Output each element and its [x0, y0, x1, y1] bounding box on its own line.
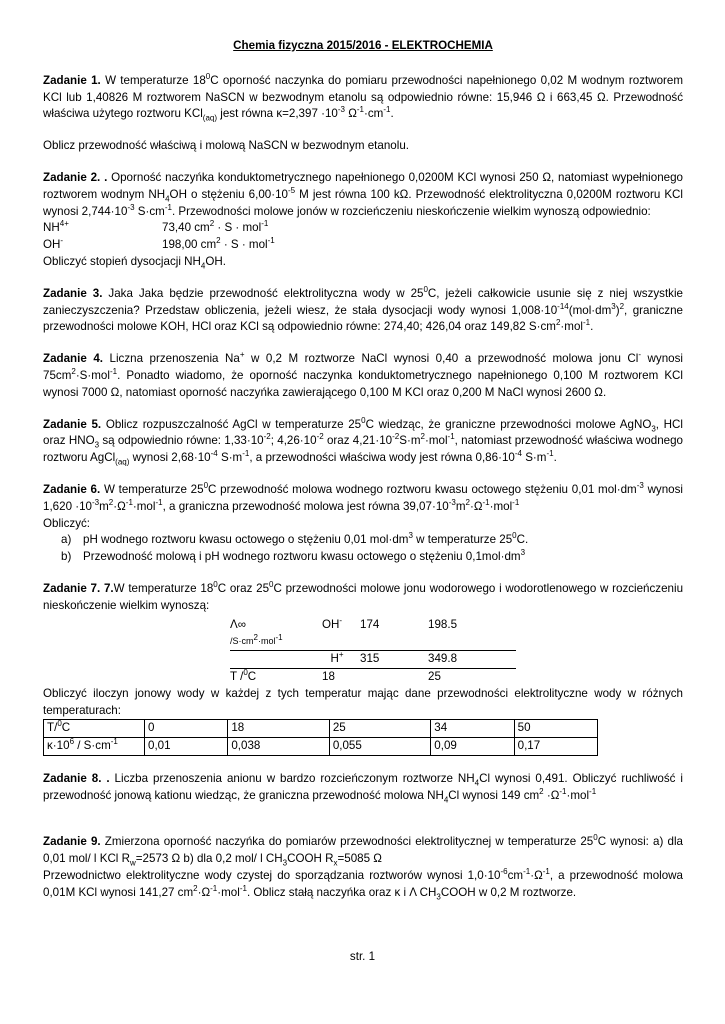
table-row: $\kappa\cdot 10^6 / S\cdot cm^{-1}$ 0,01 0,038 0,055 0,09 0,17: [44, 738, 598, 756]
ion-conductivities: $NH^{4+}$ 73,40 $cm^2 \cdot S \cdot mol^{-1}$ OH- 198,00 $cm^2 \cdot S \cdot mol^{-1}$: [43, 219, 275, 252]
page-title: Chemia fizyczna 2015/2016 - ELEKTROCHEMIA: [233, 39, 493, 52]
task-3-text: Zadanie 3. Jaka Jaka będzie przewodność elektrolityczna wody w $25^0C$, jeżeli całkowicie usunie się z niej wszystkie zanieczyszczenia? Przedstaw obliczenia, jeżeli wiesz, że stała dysocjacji wody wynosi $1,008\cdot 10^{-14}(mol\cdot dm^3)^2$, graniczne przewodności molowe KOH, HCl oraz KCl są odpowiednio równe: 274,40; 426,04 oraz 149,82 $S\cdot cm^2\cdot mol^{-1}$.: [43, 284, 683, 334]
task-2-text: Zadanie 2. . Oporność naczyńka konduktometrycznego napełnionego 0,0200M KCl wynosi 250 Ω, natomiast wypełnionego roztworem wodnym $NH_4OH$ o stężeniu $6,00\cdot 10^{-5}$ M jest równa 100 kΩ. Przewodność elektrolityczna 0,0200M roztworu KCl wynosi $2,744\cdot 10^{-3}$ $S\cdot cm^{-1}$. Przewodności molowe jonów w rozcieńczeniu nieskończenie wielkim wynoszą odpowiednio:: [43, 170, 683, 218]
task-6: [43, 482, 683, 566]
document-page: [43, 38, 683, 917]
task-1-text: Zadanie 1. W temperaturze $18^0C$ oporność naczynka do pomiaru przewodności napełnionego 0,02 M wodnym roztworem KCl lub 1,40826 M roztworem NaSCN w bezwodnym etanolu są odpowiednio równe: 15,946 Ω i 663,45 Ω. Przewodność właściwa użytego roztworu KCl$_{(aq)}$ jest równa $\kappa=2,397 \cdot 10^{-3}$ $\Omega^{-1}\cdot cm^{-1}$.: [43, 71, 683, 123]
task-4-text: Zadanie 4. Liczna przenoszenia Na+ w 0,2 M roztworze NaCl wynosi 0,40 a przewodność molowa jonu Cl- wynosi $75cm^2\cdot S\cdot mol^{-1}$. Ponadto wiadomo, że oporność naczynka konduktometrycznego napełnionego 0,100 M roztworem KCl wynosi 7000 Ω, natomiast oporność naczyńka zawierającego 0,100 M KCl oraz 0,200 M NaCl wynosi 2600 Ω.: [43, 350, 683, 399]
task-6-question: Obliczyć:: [43, 516, 91, 530]
task-6-text: Zadanie 6. W temperaturze $25^0C$ przewodność molowa wodnego roztworu kwasu octowego stężeniu 0,01 $mol\cdot dm^{-3}$ wynosi $1,620 \cdot 10^{-3}m^2\cdot\Omega^{-1}\cdot mol^{-1}$, a graniczna przewodność molowa jest równa $39,07\cdot 10^{-3}m^2\cdot\Omega^{-1}\cdot mol^{-1}$: [43, 481, 684, 513]
task-5-text: Zadanie 5. Oblicz rozpuszczalność AgCl w temperaturze $25^0C$ wiedząc, że graniczne przewodności molowe AgNO$_3$, HCl oraz $HNO_3$ są odpowiednio równe: $1,33\cdot 10^{-2}$; $4,26\cdot 10^{-2}$ oraz $4,21\cdot 10^{-2}S\cdot m^2\cdot mol^{-1}$, natomiast przewodność właściwa wodnego roztworu AgCl$_{(aq)}$ wynosi $2,68\cdot 10^{-4}$ $S\cdot m^{-1}$, a przewodności właściwa wody jest równa $0,86\cdot 10^{-4}$ $S\cdot m^{-1}$.: [43, 415, 684, 467]
ion-conductivity-table: Λ∞ $/S\cdot cm^2\cdot mol^{-1}$ OH- 174 198.5 H+ 315 349.8 T /$^0$C 18 25: [230, 617, 516, 686]
task-3: [43, 286, 683, 336]
task-9: [43, 834, 683, 901]
table-row: T/$^0$C 0 18 25 34 50: [44, 720, 598, 738]
task-4: [43, 351, 683, 401]
task-6-subquestions: [43, 532, 683, 566]
task-8: [43, 771, 683, 805]
task-2-question: Obliczyć stopień dysocjacji $NH_4OH$.: [43, 254, 226, 271]
task-1: [43, 73, 683, 155]
task-7: [43, 581, 683, 756]
task-7-question: Obliczyć iloczyn jonowy wody w każdej z tych temperatur mając dane przewodności elektrolityczne wody w różnych temperaturach:: [43, 686, 683, 717]
task-7-text: Zadanie 7. 7.W temperaturze $18^0C$ oraz $25^0C$ przewodności molowe jonu wodorowego i wodorotlenowego w rozcieńczeniu nieskończenie wielkim wynoszą:: [43, 580, 684, 612]
lambda-header: Λ∞ $/S\cdot cm^2\cdot mol^{-1}$: [230, 617, 283, 647]
water-conductivity-table: [43, 719, 598, 756]
task-6-subquestion-a: a) pH wodnego roztworu kwasu octowego o stężeniu 0,01 $mol\cdot dm^3$ w temperaturze $25^0C$.: [61, 531, 529, 547]
task-2: [43, 170, 683, 271]
task-9-text-2: Przewodnictwo elektrolityczne wody czystej do sporządzania roztworów wynosi $1,0\cdot 10^{-6}cm^{-1}\cdot\Omega^{-1}$, a przewodność molowa 0,01M KCl wynosi 141,27 $cm^2\cdot\Omega^{-1}\cdot mol^{-1}$. Oblicz stałą naczyńka oraz κ i Λ $CH_3COOH$ w 0,2 M roztworze.: [43, 867, 683, 902]
task-5: [43, 417, 683, 467]
task-9-text: Zadanie 9. Zmierzona oporność naczyńka do pomiarów przewodności elektrolitycznej w temperaturze $25^0C$ wynosi: a) dla 0,01 mol/ l KCl $R_w=2573$ Ω b) dla 0,2 mol/ l $CH_3COOH$ $R_x=5085$ Ω: [43, 833, 683, 868]
page-number: str. 1: [349, 950, 376, 963]
task-6-subquestion-b: b) Przewodność molową i pH wodnego roztworu kwasu octowego o stężeniu $0,1mol\cdot dm^3$: [61, 548, 526, 564]
task-1-question: Oblicz przewodność właściwą i molową NaSCN w bezwodnym etanolu.: [43, 139, 409, 153]
task-8-text: Zadanie 8. . Liczba przenoszenia anionu w bardzo rozcieńczonym roztworze $NH_4Cl$ wynosi 0,491. Obliczyć ruchliwość i przewodność jonową kationu wiedząc, że graniczna przewodność molowa $NH_4Cl$ wynosi 149 $cm^2 \cdot\Omega^{-1}\cdot mol^{-1}$: [43, 771, 683, 804]
